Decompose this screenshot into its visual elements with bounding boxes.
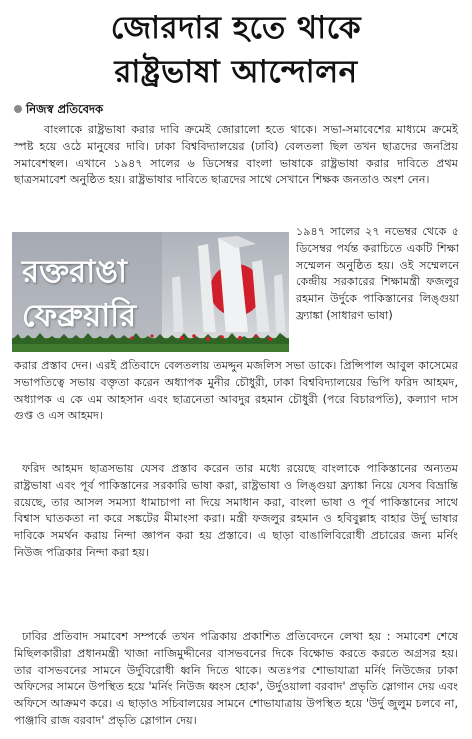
paragraph-4-text: ঢাবির প্রতিবাদ সমাবেশ সম্পর্কে তখন পত্রিকায় প্রকাশিত প্রতিবেদনে লেখা হয় : সমাবেশ শেষে মিছিলকারীরা প্রধানমন্ত্রী খাজা নাজিমুদ্দীনের বাসভবনের দিকে বিক্ষোভ করতে করতে অগ্রসর হয়। তার বাসভবনের সামনে উর্দুবিরোধী ধ্বনি দিতে থাকে। অতঃপর শোভাযাত্রা মর্নিং নিউজের ঢাকা অফিসের সামনে উপস্থিত হয়ে 'মর্নিং নিউজ ধ্বংস হোক', উর্দুওয়ালা বরবাদ' প্রভৃতি স্লোগান দেয় এবং অফিসে আক্রমণ করে। এ ছাড়াও সচিবালয়ের সামনে শোভাযাত্রায় উপস্থিত হয়ে 'উর্দু জুলুম চলবে না, পাঞ্জাবি রাজ বরবাদ' প্রভৃতি স্লোগান দেয়। — [14, 630, 458, 727]
byline-text: নিজস্ব প্রতিবেদক — [26, 102, 104, 116]
paragraph-3 — [14, 461, 458, 562]
photo-caption-line-2: ফেব্রুয়ারি — [22, 298, 137, 334]
photo-caption-line-1: রক্তরাঙা — [22, 254, 127, 290]
byline — [14, 101, 103, 120]
paragraph-1-text: বাংলাকে রাষ্ট্রভাষা করার দাবি ক্রমেই জোরালো হতে থাকে। সভা-সমাবেশের মাধ্যমে ক্রমেই স্পষ্ট হয়ে ওঠে মানুষের দাবি। ঢাকা বিশ্ববিদ্যালয়ের (ঢাবি) বেলতলা ছিল তখন ছাত্রদের জনপ্রিয় সমাবেশস্থল। এখানে ১৯৪৭ সালের ৬ ডিসেম্বর বাংলা ভাষাকে রাষ্ট্রভাষা করার দাবিতে প্রথম ছাত্রসমাবেশ অনুষ্ঠিত হয়। রাষ্ট্রভাষার দাবিতে ছাত্রদের সাথে সেখানে শিক্ষক জনতাও অংশ নেন। — [14, 123, 458, 187]
headline — [8, 6, 464, 94]
photo-caption — [22, 250, 136, 338]
paragraph-2-continued: করার প্রস্তাব দেন। এরই প্রতিবাদে বেলতলায় তমদ্দুন মজলিস সভা ডাকে। প্রিন্সিপাল আবুল কাসেমের সভাপতিত্বে সভায় বক্তৃতা করেন অধ্যাপক মুনীর চৌধুরী, ঢাকা বিশ্ববিদ্যালয়ের ভিপি ফরিদ আহমদ, অধ্যাপক এ কে এম আহসান এবং ছাত্রনেতা আবদুর রহমান চৌধুরী (পরে বিচারপতি), কল্যাণ দাস গুপ্ত ও এস আহমদ। — [14, 359, 458, 423]
paragraph-2-side: ১৯৪৭ সালের ২৭ নভেম্বর থেকে ৫ ডিসেম্বর পর্যন্ত করাচিতে একটি শিক্ষা সম্মেলন অনুষ্ঠিত হয়। ওই সম্মেলনে কেন্দ্রীয় সরকারের শিক্ষামন্ত্রী ফজলুর রহমান উর্দুকে পাকিস্তানের লিঙ্গুয়া ফ্র্যাঙ্কা (সাধারণ ভাষা) — [296, 225, 459, 322]
headline-line-1: জোরদার হতে থাকে — [110, 10, 362, 46]
paragraph-1 — [14, 122, 458, 189]
paragraph-4 — [14, 629, 458, 730]
photo-shaheed-minar — [12, 232, 289, 352]
headline-line-2: রাষ্ট্রভাষা আন্দোলন — [114, 54, 358, 90]
paragraph-3-text: ফরিদ আহমদ ছাত্রসভায় যেসব প্রস্তাব করেন তার মধ্যে রয়েছে বাংলাকে পাকিস্তানের অন্যতম রাষ্ট্রভাষা এবং পূর্ব পাকিস্তানের সরকারি ভাষা করা, রাষ্ট্রভাষা ও লিঙ্গুয়া ফ্র্যাঙ্কা নিয়ে যেসব বিভ্রান্তি রয়েছে, তার আসল সমস্যা ধামাচাপা না দিয়ে সমাধান করা, বাংলা ভাষা ও পূর্ব পাকিস্তানের সাথে বিশ্বাস ঘাতকতা না করে সঙ্কটের মীমাংসা করা। মন্ত্রী ফজলুর রহমান ও হবিবুল্লাহ বাহার উর্দু ভাষার দাবিকে সমর্থন করায় নিন্দা জ্ঞাপন করা হয় প্রস্তাবে। এ ছাড়া বাঙালিবিরোধী প্রচারের জন্য মর্নিং নিউজ পত্রিকার নিন্দা করা হয়। — [14, 462, 458, 559]
bullet-icon — [14, 105, 22, 113]
